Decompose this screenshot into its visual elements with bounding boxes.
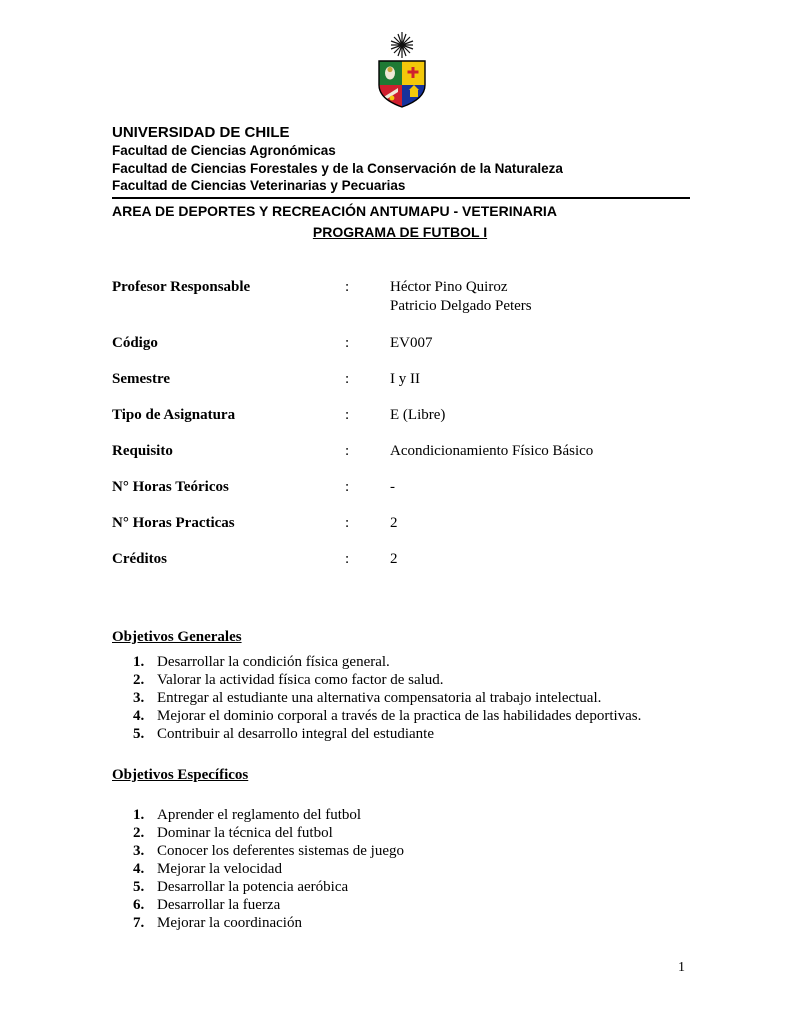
field-value-line: 2 — [390, 515, 398, 531]
field-value-line: E (Libre) — [390, 407, 446, 423]
crest-cross-horizontal — [408, 71, 419, 74]
department-name: AREA DE DEPORTES Y RECREACIÓN ANTUMAPU - VETERINARIA — [112, 202, 557, 219]
field-separator: : — [345, 371, 350, 387]
item-text: Mejorar el dominio corporal a través de la practica de las habilidades deportivas. — [157, 708, 642, 724]
list-item — [133, 896, 712, 914]
objetivos-generales-list — [112, 653, 712, 743]
list-item — [133, 842, 712, 860]
field-row-creditos — [112, 550, 692, 569]
field-row-profesor — [112, 278, 692, 316]
list-item — [133, 707, 712, 725]
page-number: 1 — [678, 960, 685, 975]
field-label: Código — [112, 335, 158, 351]
field-value — [390, 442, 692, 461]
item-text: Desarrollar la fuerza — [157, 897, 281, 913]
field-row-tipo-asignatura — [112, 406, 692, 425]
field-label: N° Horas Teóricos — [112, 479, 229, 495]
field-row-codigo — [112, 334, 692, 353]
crest-dot-emblem — [390, 96, 395, 101]
faculty-line-3: Facultad de Ciencias Veterinarias y Pecuarias — [112, 178, 406, 193]
list-item — [133, 671, 712, 689]
field-label: Semestre — [112, 371, 171, 387]
item-number: 2. — [133, 825, 145, 841]
item-number: 6. — [133, 897, 145, 913]
item-text: Aprender el reglamento del futbol — [157, 807, 362, 823]
item-number: 1. — [133, 654, 145, 670]
field-separator: : — [345, 515, 350, 531]
section-heading: Objetivos Específicos — [112, 767, 249, 783]
field-value-line: Patricio Delgado Peters — [390, 298, 532, 314]
item-number: 1. — [133, 807, 145, 823]
field-value — [390, 550, 692, 569]
field-separator: : — [345, 279, 350, 295]
field-row-requisito — [112, 442, 692, 461]
field-value — [390, 370, 692, 389]
section-heading: Objetivos Generales — [112, 629, 242, 645]
crest-tower-emblem — [410, 90, 418, 97]
field-label: Requisito — [112, 443, 173, 459]
item-number: 5. — [133, 879, 145, 895]
crest-star-center — [399, 42, 405, 48]
item-text: Desarrollar la condición física general. — [157, 654, 390, 670]
objetivos-especificos-list — [112, 806, 712, 932]
field-value — [390, 406, 692, 425]
field-value — [390, 278, 692, 316]
field-separator: : — [345, 551, 350, 567]
field-value — [390, 334, 692, 353]
section-objetivos-generales — [112, 628, 712, 743]
field-label: Créditos — [112, 551, 167, 567]
item-number: 3. — [133, 843, 145, 859]
field-separator: : — [345, 479, 350, 495]
field-value-line: I y II — [390, 371, 420, 387]
item-text: Desarrollar la potencia aeróbica — [157, 879, 349, 895]
item-text: Mejorar la velocidad — [157, 861, 282, 877]
field-value — [390, 478, 692, 497]
field-value-line: 2 — [390, 551, 398, 567]
item-text: Mejorar la coordinación — [157, 915, 302, 931]
field-separator: : — [345, 335, 350, 351]
item-text: Entregar al estudiante una alternativa compensatoria al trabajo intelectual. — [157, 690, 602, 706]
item-number: 4. — [133, 708, 145, 724]
field-row-horas-practicas — [112, 514, 692, 533]
faculty-line-1: Facultad de Ciencias Agronómicas — [112, 143, 336, 158]
faculty-line-2: Facultad de Ciencias Forestales y de la Conservación de la Naturaleza — [112, 160, 563, 176]
field-value — [390, 514, 692, 533]
list-item — [133, 806, 712, 824]
university-name: UNIVERSIDAD DE CHILE — [112, 124, 290, 141]
field-row-semestre — [112, 370, 692, 389]
field-value-line: - — [390, 479, 395, 495]
item-text: Dominar la técnica del futbol — [157, 825, 333, 841]
section-objetivos-especificos — [112, 766, 712, 932]
page-title: PROGRAMA DE FUTBOL I — [312, 224, 488, 240]
crest-shield — [379, 61, 425, 108]
list-item — [133, 689, 712, 707]
crest-owl-head — [387, 67, 392, 72]
list-item — [133, 824, 712, 842]
field-value-line: Acondicionamiento Físico Básico — [390, 443, 594, 459]
list-item — [133, 725, 712, 743]
list-item — [133, 878, 712, 896]
item-number: 4. — [133, 861, 145, 877]
field-label: Profesor Responsable — [112, 279, 251, 295]
field-value-line: EV007 — [390, 335, 433, 351]
item-number: 2. — [133, 672, 145, 688]
field-label: N° Horas Practicas — [112, 515, 235, 531]
item-number: 3. — [133, 690, 145, 706]
university-crest-logo — [372, 30, 432, 113]
list-item — [133, 860, 712, 878]
field-separator: : — [345, 407, 350, 423]
item-text: Valorar la actividad física como factor de salud. — [157, 672, 444, 688]
item-number: 5. — [133, 726, 145, 742]
field-label: Tipo de Asignatura — [112, 407, 236, 423]
course-info-table — [112, 278, 692, 586]
field-row-horas-teoricos — [112, 478, 692, 497]
list-item — [133, 653, 712, 671]
field-separator: : — [345, 443, 350, 459]
item-number: 7. — [133, 915, 145, 931]
list-item — [133, 914, 712, 932]
field-value-line: Héctor Pino Quiroz — [390, 279, 508, 295]
item-text: Conocer los deferentes sistemas de juego — [157, 843, 405, 859]
item-text: Contribuir al desarrollo integral del estudiante — [157, 726, 435, 742]
document-header — [112, 123, 690, 221]
crest-graphic — [372, 30, 432, 108]
